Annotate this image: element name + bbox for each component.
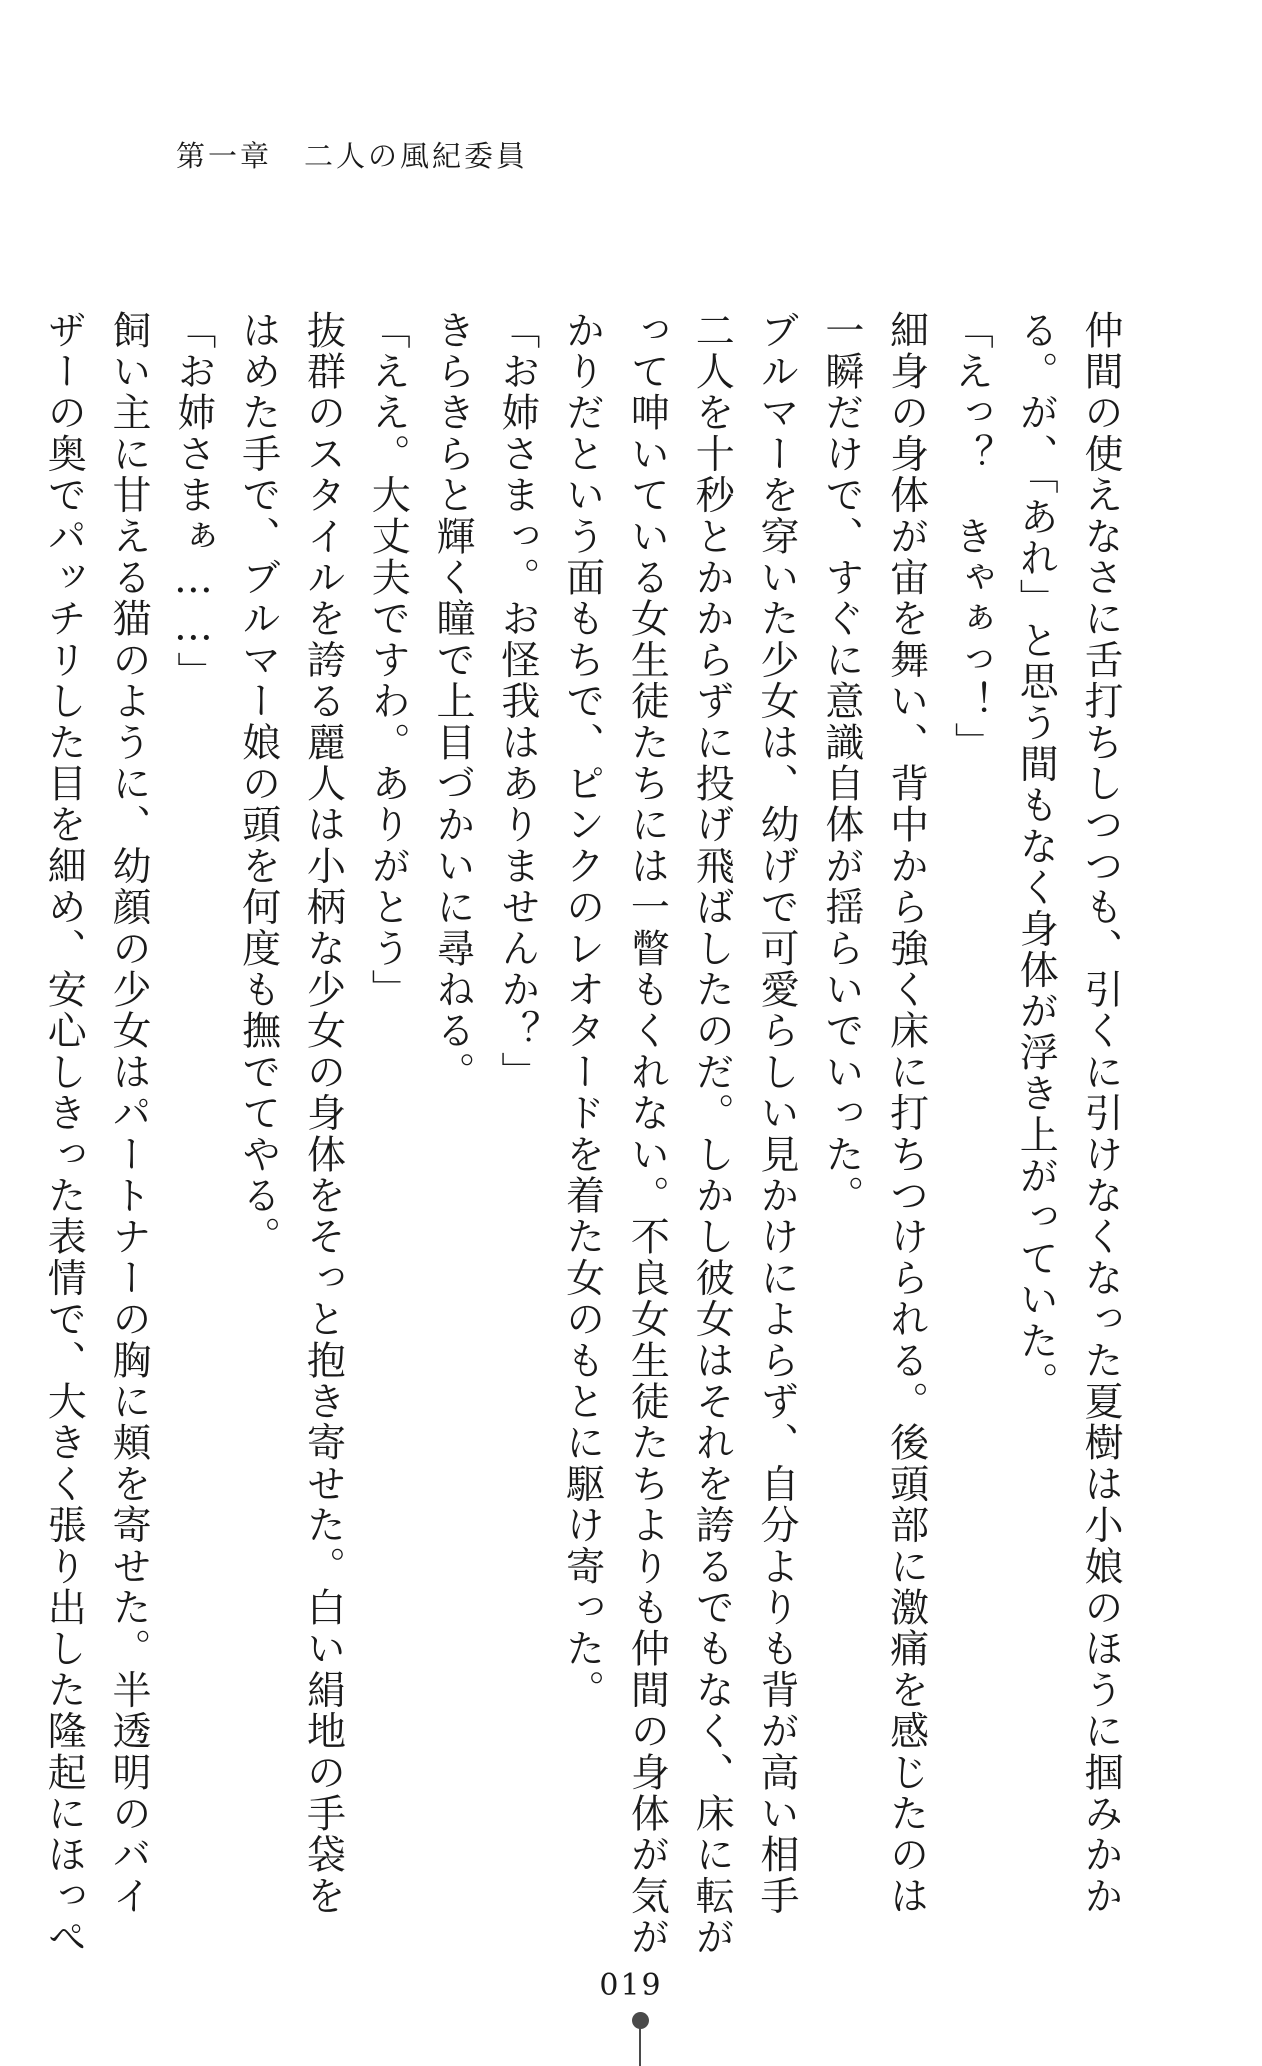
- text-line: ザーの奥でパッチリした目を細め、安心しきった表情で、大きく張り出した隆起にほっぺ: [41, 310, 87, 1958]
- text-line: 「お姉さまぁ……」: [170, 310, 216, 693]
- text-line: 二人を十秒とかからずに投げ飛ばしたのだ。しかし彼女はそれを誇るでもなく、床に転が: [689, 310, 735, 1958]
- text-line: 飼い主に甘える猫のように、幼顔の少女はパートナーの胸に頬を寄せた。半透明のバイ: [106, 310, 152, 1917]
- text-line: る。が、「あれ」と思う間もなく身体が浮き上がっていた。: [1013, 310, 1059, 1403]
- text-line: はめた手で、ブルマー娘の頭を何度も撫でてやる。: [235, 310, 281, 1258]
- text-line: ブルマーを穿いた少女は、幼げで可愛らしい見かけによらず、自分よりも背が高い相手: [754, 310, 800, 1917]
- text-line: 細身の身体が宙を舞い、背中から強く床に打ちつけられる。後頭部に激痛を感じたのは: [883, 310, 929, 1917]
- text-line: って呻いている女生徒たちには一瞥もくれない。不良女生徒たちよりも仲間の身体が気が: [624, 310, 670, 1958]
- text-line: 一瞬だけで、すぐに意識自体が揺らいでいった。: [818, 310, 864, 1217]
- text-line: 抜群のスタイルを誇る麗人は小柄な少女の身体をそっと抱き寄せた。白い絹地の手袋を: [300, 310, 346, 1917]
- text-line: きらきらと輝く瞳で上目づかいに尋ねる。: [430, 310, 476, 1093]
- text-line: 仲間の使えなさに舌打ちしつつも、引くに引けなくなった夏樹は小娘のほうに掴みかか: [1078, 310, 1123, 1917]
- text-line: 「えっ？ きゃぁっ！」: [948, 310, 994, 764]
- page-marker-stem: [639, 2028, 641, 2066]
- text-line: 「お姉さまっ。お怪我はありませんか？」: [494, 310, 540, 1093]
- chapter-header: 第一章 二人の風紀委員: [176, 139, 529, 173]
- page-marker-dot: [632, 2012, 649, 2029]
- body-text: [30, 310, 1132, 1958]
- text-line: 「ええ。大丈夫ですわ。ありがとう」: [365, 310, 411, 1011]
- text-line: かりだという面もちで、ピンクのレオタードを着た女のもとに駆け寄った。: [559, 310, 605, 1711]
- page-number: 019: [599, 1968, 663, 2003]
